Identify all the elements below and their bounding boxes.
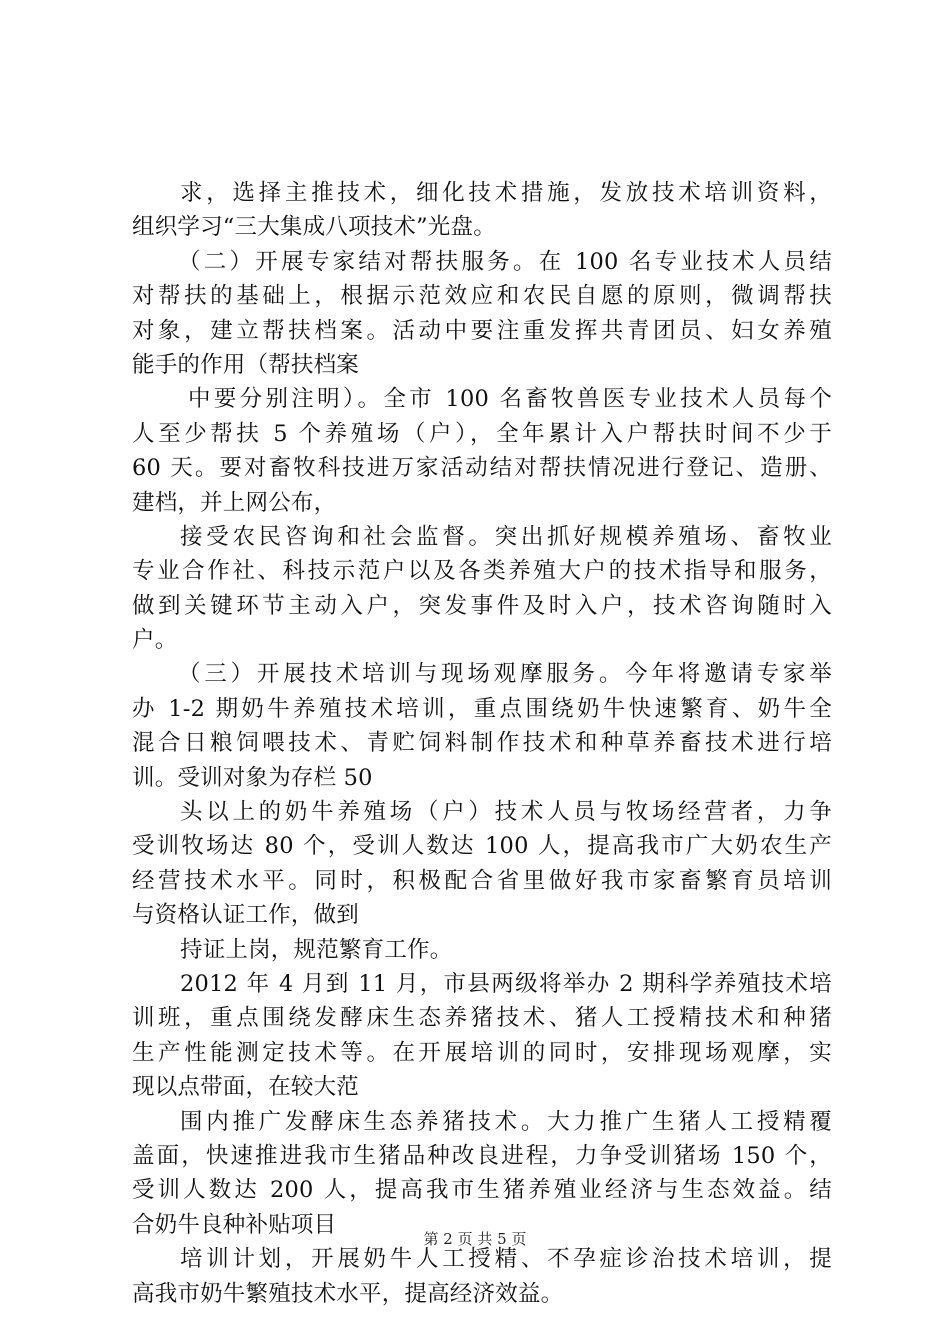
text-line: 求，选择主推技术，细化技术措施，发放技术培训资料， xyxy=(180,180,832,206)
text-line: 训。受训对象为存栏 50 xyxy=(132,764,373,791)
text-line: 头以上的奶牛养殖场（户）技术人员与牧场经营者，力争 xyxy=(180,799,832,826)
text-line: 专业合作社、科技示范户以及各类养殖大户的技术指导和服务， xyxy=(132,558,832,585)
text-line: 合奶牛良种补贴项目 xyxy=(132,1211,337,1238)
text-line: 经营技术水平。同时，积极配合省里做好我市家畜繁育员培训 xyxy=(132,867,832,894)
text-line: 培训计划，开展奶牛人工授精、不孕症诊治技术培训，提 xyxy=(180,1246,832,1273)
text-line: 建档，并上网公布， xyxy=(132,489,337,516)
text-line: 持证上岗，规范繁育工作。 xyxy=(180,936,453,963)
text-line: 对象，建立帮扶档案。活动中要注重发挥共青团员、妇女养殖 xyxy=(132,317,832,344)
text-line: 混合日粮饲喂技术、青贮饲料制作技术和种草养畜技术进行培 xyxy=(132,730,832,757)
text-line: 户。 xyxy=(132,627,178,654)
text-line: （三）开展技术培训与现场观摩服务。今年将邀请专家举 xyxy=(178,661,832,688)
page-number-footer: 第 2 页 共 5 页 xyxy=(423,1230,527,1248)
text-line: 2012 年 4 月到 11 月，市县两级将举办 2 期科学养殖技术培 xyxy=(180,970,832,997)
text-line: 高我市奶牛繁殖技术水平，提高经济效益。 xyxy=(132,1280,564,1307)
body-text xyxy=(132,176,832,1311)
text-line: 做到关键环节主动入户，突发事件及时入户，技术咨询随时入 xyxy=(132,592,832,619)
text-line: 受训人数达 200 人，提高我市生猪养殖业经济与生态效益。结 xyxy=(132,1177,832,1204)
text-line: 盖面，快速推进我市生猪品种改良进程，力争受训猪场 150 个， xyxy=(132,1142,832,1169)
text-line: 能手的作用（帮扶档案 xyxy=(132,351,360,378)
text-line: 生产性能测定技术等。在开展培训的同时，安排现场观摩，实 xyxy=(132,1039,832,1066)
text-line: 与资格认证工作，做到 xyxy=(132,902,360,929)
text-line: 60 天。要对畜牧科技进万家活动结对帮扶情况进行登记、造册、 xyxy=(132,455,832,482)
text-line: 接受农民咨询和社会监督。突出抓好规模养殖场、畜牧业 xyxy=(180,523,832,550)
text-line: 办 1-2 期奶牛养殖技术培训，重点围绕奶牛快速繁育、奶牛全 xyxy=(132,695,832,722)
text-line: 组织学习“三大集成八项技术”光盘。 xyxy=(132,214,496,241)
text-line: 人至少帮扶 5 个养殖场（户），全年累计入户帮扶时间不少于 xyxy=(132,420,832,447)
text-line: 对帮扶的基础上，根据示范效应和农民自愿的原则，微调帮扶 xyxy=(132,283,832,310)
text-line: 中要分别注明）。全市 100 名畜牧兽医专业技术人员每个 xyxy=(188,386,832,413)
text-line: 受训牧场达 80 个，受训人数达 100 人，提高我市广大奶农生产 xyxy=(132,833,832,860)
text-line: 训班，重点围绕发酵床生态养猪技术、猪人工授精技术和种猪 xyxy=(132,1005,832,1032)
text-line: 现以点带面，在较大范 xyxy=(132,1074,360,1101)
text-line: （二）开展专家结对帮扶服务。在 100 名专业技术人员结 xyxy=(178,248,832,275)
text-line: 围内推广发酵床生态养猪技术。大力推广生猪人工授精覆 xyxy=(180,1108,832,1135)
